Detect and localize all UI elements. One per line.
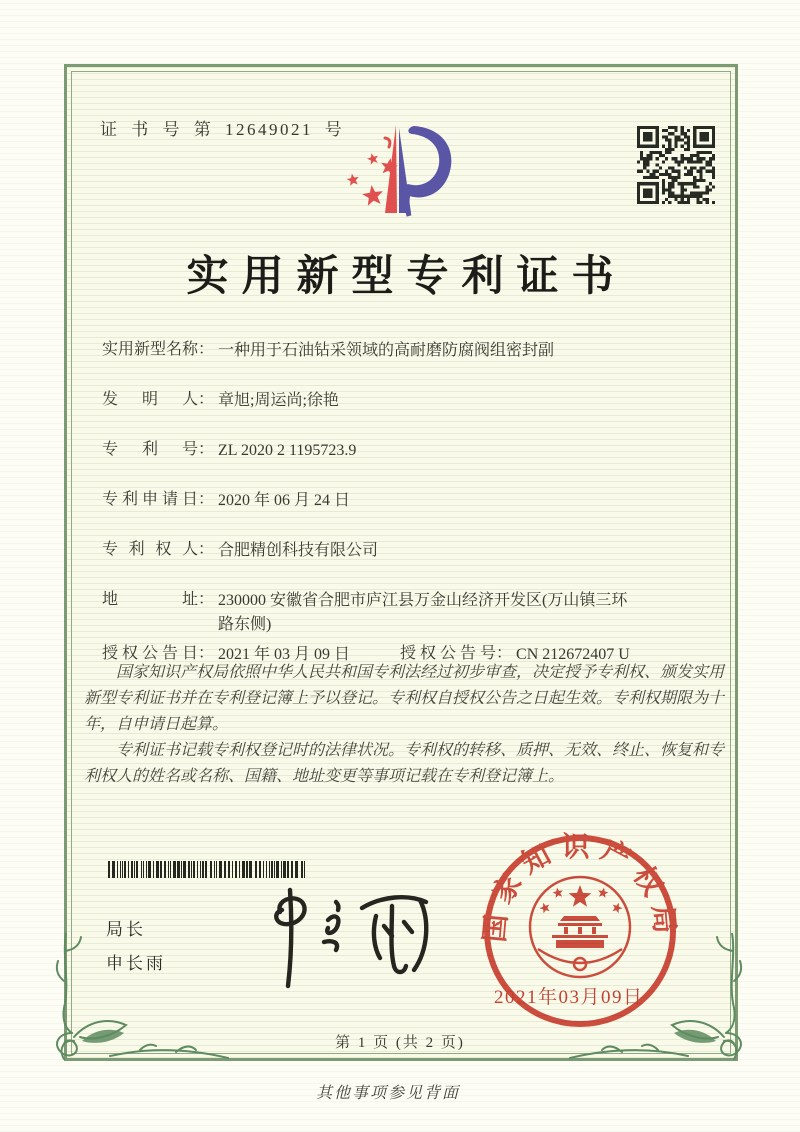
page-number: 第 1 页 (共 2 页)	[335, 1035, 465, 1051]
field-row-patentee	[102, 539, 730, 563]
field-colon: ：	[198, 645, 215, 662]
cnipa-official-seal	[476, 831, 684, 1039]
field-row-address	[102, 589, 730, 637]
field-value: 2020 年 06 月 24 日	[218, 492, 351, 509]
certificate-number-suffix: 号	[324, 120, 345, 139]
field-label: 发明人	[102, 391, 198, 408]
field-value: 2021 年 03 月 09 日	[218, 646, 351, 663]
handwritten-signature	[232, 886, 432, 990]
field-row-filing-date	[102, 489, 730, 513]
certificate-number	[100, 115, 344, 140]
field-value: ZL 2020 2 1195723.9	[218, 442, 357, 459]
fields-block	[102, 339, 730, 693]
field-label: 专利号	[102, 441, 198, 458]
field-label: 专利申请日	[102, 491, 198, 508]
signer-name: 申长雨	[106, 954, 166, 973]
certificate-number-value: 12649021	[225, 120, 313, 139]
field-label: 授权公告号	[400, 645, 496, 662]
field-label: 授权公告日	[102, 645, 198, 662]
field-colon: ：	[198, 441, 215, 458]
field-colon: ：	[198, 541, 215, 558]
certificate-title: 实用新型专利证书	[186, 254, 627, 300]
seal-ring-text: 国家知识产权局	[479, 832, 681, 944]
field-row-inventors	[102, 389, 730, 413]
legal-paragraph-2: 专利证书记载专利权登记时的法律状况。专利权的转移、质押、无效、终止、恢复和专利权人的姓名或名称、国籍、地址变更等事项记载在专利登记簿上。	[84, 742, 725, 785]
field-label: 地址	[102, 591, 198, 608]
signer-title: 局长	[106, 920, 146, 939]
cnipa-logo-icon	[338, 118, 470, 236]
field-colon: ：	[198, 591, 215, 608]
field-row-patent-number	[102, 439, 730, 463]
seal-national-emblem	[530, 877, 630, 977]
barcode	[108, 861, 308, 878]
legal-text-block	[84, 660, 724, 790]
field-colon: ：	[496, 645, 513, 662]
field-row-name	[102, 339, 730, 363]
field-value: 合肥精创科技有限公司	[218, 542, 379, 559]
field-value: CN 212672407 U	[516, 646, 630, 663]
field-label: 专利权人	[102, 541, 198, 558]
field-value: 一种用于石油钻采领域的高耐磨防腐阀组密封副	[218, 342, 555, 359]
field-value: 230000 安徽省合肥市庐江县万金山经济开发区(万山镇三环路东侧)	[218, 592, 628, 633]
qr-code	[637, 126, 715, 204]
seal-date: 2021年03月09日	[494, 987, 644, 1008]
legal-paragraph-1: 国家知识产权局依照中华人民共和国专利法经过初步审查，决定授予专利权、颁发实用新型专利证书并在专利登记簿上予以登记。专利权自授权公告之日起生效。专利权期限为十年，自申请日起算。	[84, 664, 725, 733]
field-colon: ：	[198, 491, 215, 508]
field-colon: ：	[198, 341, 215, 358]
field-label: 实用新型名称	[102, 341, 199, 358]
field-value: 章旭;周运尚;徐艳	[218, 392, 339, 409]
back-side-note: 其他事项参见背面	[316, 1085, 461, 1102]
field-colon: ：	[198, 391, 215, 408]
certificate-number-prefix: 证 书 号 第	[100, 120, 214, 139]
